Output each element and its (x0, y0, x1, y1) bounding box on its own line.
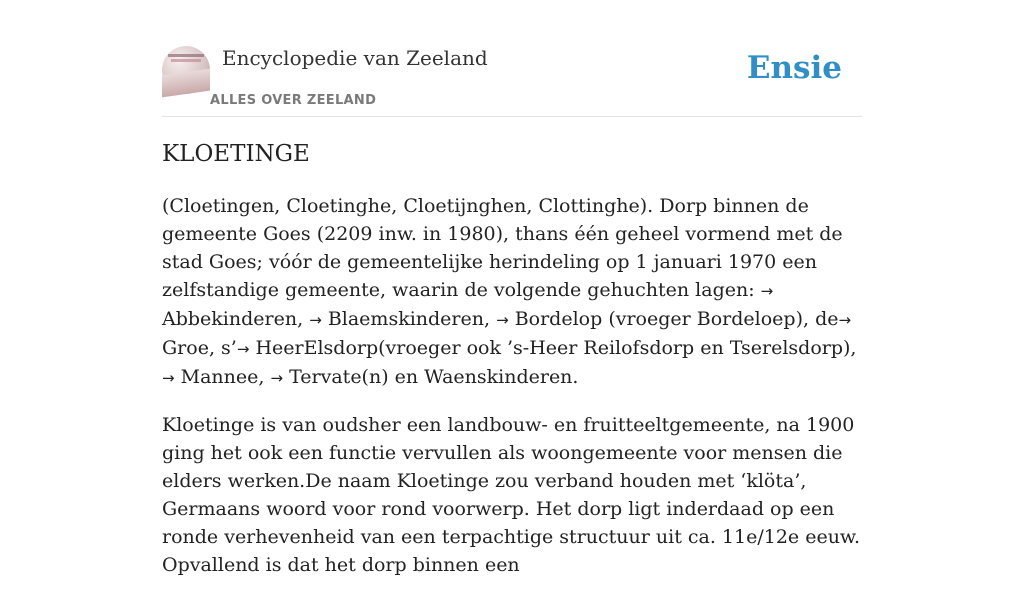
site-subtitle: ALLES OVER ZEELAND (210, 93, 377, 108)
paragraph-2: Kloetinge is van oudsher een landbouw- en fruitteeltgemeente, na 1900 ging het ook een functie vervullen als woongemeente voor mensen die elders werken.De naam Kloetinge zou verband houden met ‘klöta’, Germaans woord voor rond voorwerp. Het dorp ligt inderdaad op een ronde verhevenheid van een terpachtige structuur uit ca. 11e/12e eeuw. Opvallend is dat het dorp binnen een (162, 414, 860, 576)
paragraph-1-text-3: (vroeger Bordeloep), de (602, 308, 839, 330)
arrow-icon: → (270, 369, 284, 387)
entry-content (162, 192, 862, 598)
arrow-icon: → (760, 282, 774, 300)
paragraph-1-text-5: (vroeger ook ’s-Heer Reilofsdorp en Tserelsdorp), (378, 337, 857, 359)
page (162, 0, 862, 576)
arrow-icon: → (496, 311, 509, 329)
link-bordelop[interactable]: Bordelop (514, 308, 603, 330)
link-mannee[interactable]: Mannee, (180, 366, 265, 388)
site-title[interactable]: Encyclopedie van Zeeland (222, 46, 488, 70)
paragraph-1 (162, 192, 862, 392)
avatar-stripe (168, 54, 204, 57)
arrow-icon: → (309, 311, 322, 329)
paragraph-1-intro: (Cloetingen, Cloetinghe, Cloetijnghen, Clottinghe). Dorp binnen de gemeente Goes (2209 inw. in 1980), thans één geheel vormend met de stad Goes; vóór de gemeentelijke herindeling op 1 januari 1970 een zelfstandige gemeente, waarin de volgende gehuchten lagen: (162, 195, 843, 301)
site-avatar[interactable] (162, 46, 210, 94)
arrow-icon: → (838, 311, 852, 329)
paragraph-1-text-4: s’ (214, 337, 237, 359)
link-heerelsdorp[interactable]: HeerElsdorp (255, 337, 379, 359)
link-abbekinderen[interactable]: Abbekinderen, (162, 308, 304, 330)
arrow-icon: → (236, 340, 250, 358)
avatar-book-image (162, 69, 210, 98)
paragraph-1-text-7: en Waenskinderen. (388, 366, 579, 388)
link-groe[interactable]: Groe, (162, 337, 215, 359)
ensie-logo[interactable]: Ensie (746, 50, 842, 86)
avatar-stripe (171, 59, 201, 62)
link-blaemskinderen[interactable]: Blaemskinderen, (327, 308, 491, 330)
site-header (162, 0, 862, 117)
entry-title: KLOETINGE (162, 141, 310, 167)
arrow-icon: → (162, 369, 175, 387)
link-tervaten[interactable]: Tervate(n) (289, 366, 389, 388)
